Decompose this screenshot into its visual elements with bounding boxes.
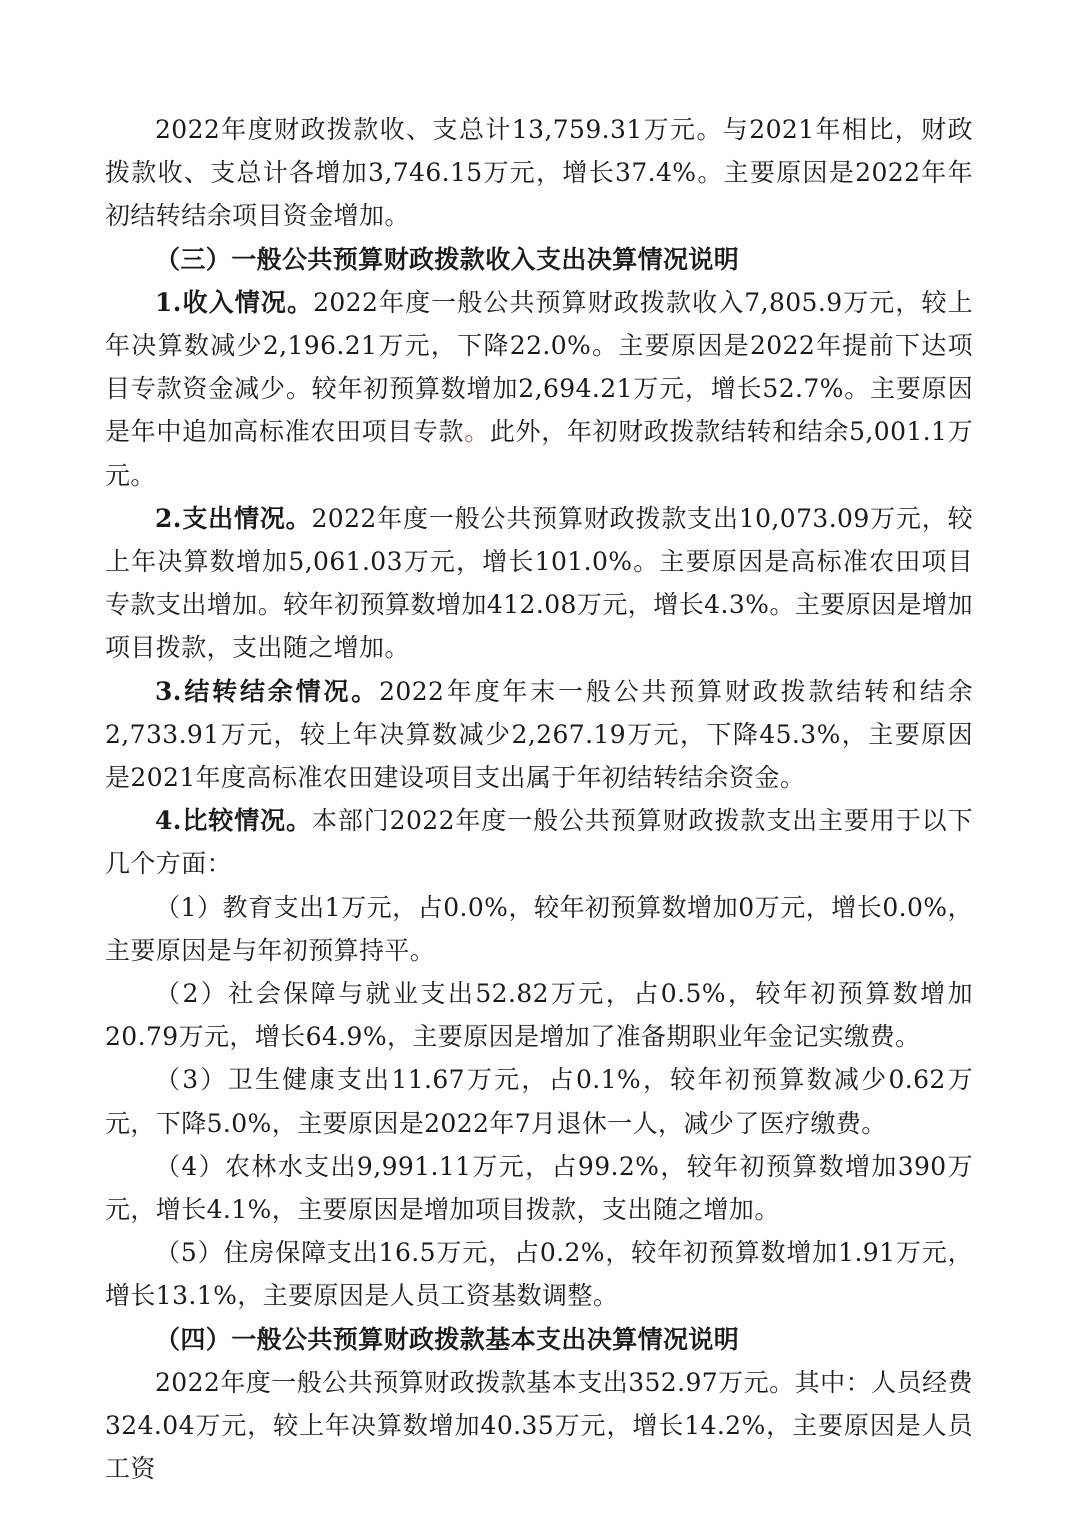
comparison-text: 本部门2022年度一般公共预算财政拨款支出主要用于以下几个方面： xyxy=(105,806,973,879)
carryover-text: 2022年度年末一般公共预算财政拨款结转和结余2,733.91万元，较上年决算数减少2,267.19万元，下降45.3%，主要原因是2021年度高标准农田建设项目支出属于年初结转结余资金。 xyxy=(105,676,974,793)
item-housing: （5）住房保障支出16.5万元，占0.2%，较年初预算数增加1.91万元，增长13.1%，主要原因是人员工资基数调整。 xyxy=(105,1238,973,1311)
income-text-b: 此外，年初财政拨款结转和结余5,001.1万元。 xyxy=(105,417,973,490)
item-education: （1）教育支出1万元，占0.0%，较年初预算数增加0万元，增长0.0%，主要原因是与年初预算持平。 xyxy=(105,892,973,965)
income-lead: 1.收入情况。 xyxy=(155,287,314,317)
intro-paragraph: 2022年度财政拨款收、支总计13,759.31万元。与2021年相比，财政拨款收、支总计各增加3,746.15万元，增长37.4%。主要原因是2022年年初结转结余项目资金增加。 xyxy=(105,115,973,231)
document-page xyxy=(105,108,973,1491)
item-social-security: （2）社会保障与就业支出52.82万元，占0.5%，较年初预算数增加20.79万元，增长64.9%，主要原因是增加了准备期职业年金记实缴费。 xyxy=(105,979,973,1052)
income-paragraph xyxy=(105,281,973,497)
comparison-lead: 4.比较情况。 xyxy=(155,806,312,836)
item-health: （3）卫生健康支出11.67万元，占0.1%，较年初预算数减少0.62万元，下降5.0%，主要原因是2022年7月退休一人，减少了医疗缴费。 xyxy=(105,1065,973,1138)
income-text-a: 2022年度一般公共预算财政拨款收入7,805.9万元，较上年决算数减少2,196.21万元，下降22.0%。主要原因是2022年提前下达项目专款资金减少。较年初预算数增加2,694.21万元，增长52.7%。主要原因是年中追加高标准农田项目专款 xyxy=(105,287,973,447)
expense-paragraph xyxy=(105,497,973,670)
carryover-lead: 3.结转结余情况。 xyxy=(155,676,380,706)
comparison-paragraph xyxy=(105,799,973,885)
basic-expense-paragraph: 2022年度一般公共预算财政拨款基本支出352.97万元。其中：人员经费324.04万元，较上年决算数增加40.35万元，增长14.2%，主要原因是人员工资 xyxy=(105,1367,973,1484)
section-3-heading: （三）一般公共预算财政拨款收入支出决算情况说明 xyxy=(155,244,740,274)
income-text-mark: 。 xyxy=(464,417,490,447)
expense-text: 2022年度一般公共预算财政拨款支出10,073.09万元，较上年决算数增加5,061.03万元，增长101.0%。主要原因是高标准农田项目专款支出增加。较年初预算数增加412.08万元，增长4.3%。主要原因是增加项目拨款，支出随之增加。 xyxy=(105,503,973,663)
item-agriculture: （4）农林水支出9,991.11万元，占99.2%，较年初预算数增加390万元，增长4.1%，主要原因是增加项目拨款，支出随之增加。 xyxy=(105,1151,973,1225)
expense-lead: 2.支出情况。 xyxy=(155,503,312,533)
carryover-paragraph xyxy=(105,670,973,800)
section-4-heading: （四）一般公共预算财政拨款基本支出决算情况说明 xyxy=(155,1324,740,1354)
